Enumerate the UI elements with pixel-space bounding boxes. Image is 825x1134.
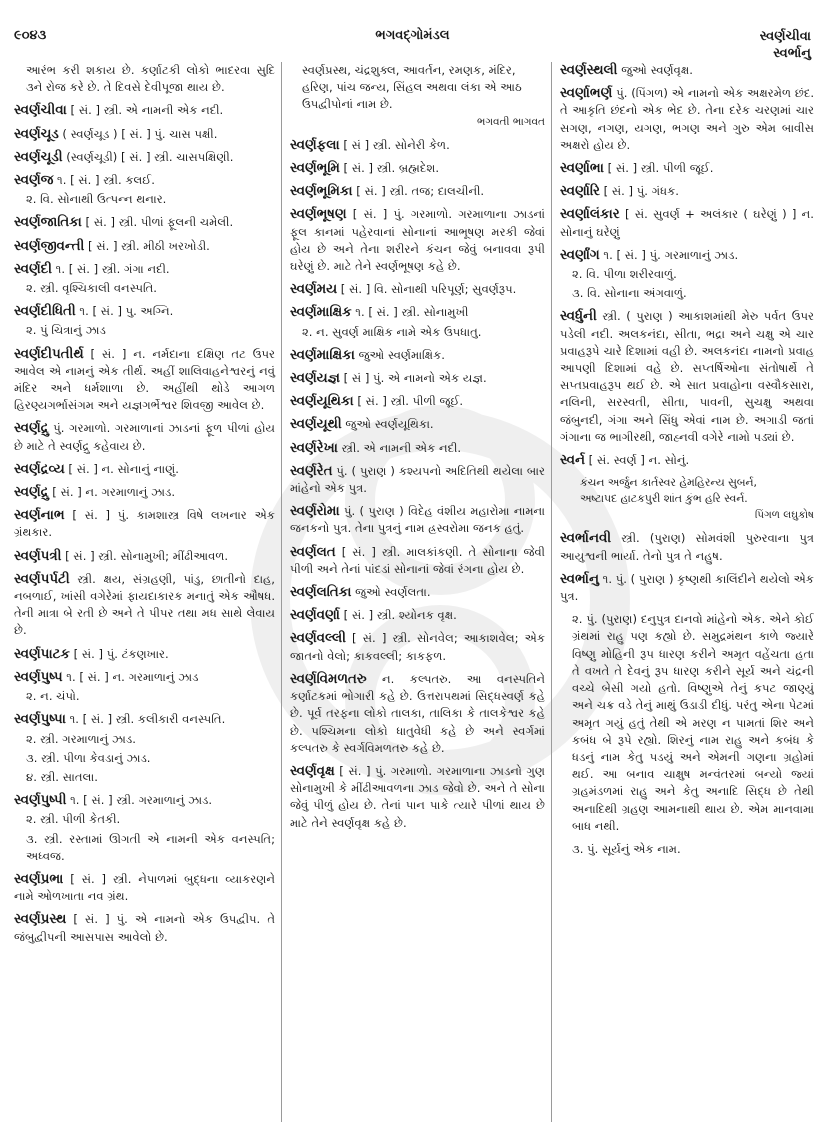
definition: સ્ત્રી. એ નામની એક નદી. (341, 440, 462, 455)
definition: પું. ગરમાળો. ગરમાળાનાં ઝાડનાં ફૂળ પીળાં હોય છે માટે તે સ્વર્ણદ્રુ કહેવાય છે. (14, 421, 276, 453)
dictionary-entry (290, 630, 545, 664)
headword: સ્વર્ણપાટક (14, 646, 70, 662)
definition: [ સં. ] સ્ત્રી. માલકાંકણી. તે સોનાના જેવી પીળી અને તેનાં પાંદડાં સોનાનાં જેવાં રંગના હોય છે. (290, 544, 545, 576)
definition: [ સં. ] પું. ગંધક. (603, 184, 679, 199)
headword: સ્વર્ણલત (290, 544, 336, 560)
dictionary-entry (14, 149, 275, 166)
headword: સ્વર્ણભૂષણ (290, 207, 347, 223)
headword: સ્વર્ણરેખા (290, 440, 338, 456)
definition: ન. કલ્પતરુ. આ વનસ્પતિને કર્ણાટકમાં ભોગારી કહે છે. ઉત્તરાપથમાં સિદ્ધસ્વર્ણ કહે છે. પૂર્વ તરફના લોકો તાલકા, તાલિકા કે તાલકેશ્વર કહે છે. પશ્ચિમના લોકો ધાતુવેધી કહે છે અને સ્વર્ગમાં કલ્પતરુ કે સ્વર્ગવિમળતરુ કહે છે. (290, 671, 546, 755)
headword: સ્વર્ણદ્રુ (14, 485, 49, 501)
definition: જુઓ સ્વર્ણલતા. (355, 585, 431, 600)
entry-sense: ૨. ન. ચંપો. (26, 689, 80, 704)
definition: [ સં ] પું. એ નામનો એક યજ્ઞ. (343, 371, 487, 386)
dictionary-entry (290, 607, 545, 624)
dictionary-entry (14, 484, 275, 501)
page-header (0, 0, 825, 61)
entry-sense: ૩. પું. સૂર્યનું એક નામ. (572, 841, 681, 856)
dictionary-entry (290, 347, 545, 364)
definition: જુઓ સ્વર્ણયૂથિકા. (345, 417, 434, 432)
dictionary-entry (290, 137, 545, 154)
headword: સ્વર્ણભૂમિકા (290, 184, 353, 200)
dictionary-entry (14, 669, 275, 705)
entry-sense: ૨. પું. (પુરાણ) દનુપુત્ર દાનવો માંહેનો એક. એને કોઈ ગ્રંથમાં રાહુ પણ કહ્યો છે. સમુદ્રમંથન કાળે જ્યારે વિષ્ણુ મોહિની રૂપ ધારણ કરીને અમૃત વહેંચતા હતા તે વખતે તે દેવનું રૂપ ધારણ કરીને સૂર્ય અને ચંદ્રની વચ્ચે બેસી ગયો હતો. વિષ્ણુએ તેનું કપટ જાણ્યું અને ચક્ર વડે તેનું માથું ઉડાડી દીધું. પરંતુ એના પેટમાં અમૃત ગયું હતું તેથી એ મરણ ન પામતાં શિર અને કબંધ બે રૂપે રહ્યો. શિરનું નામ રાહુ અને કબંધ કે ધડનું નામ કેતુ પડયું અને એમની ગણના ગ્રહોમાં થઈ. આ બનાવ ચાક્ષુષ મન્વંતરમાં બન્યો જ્યાં ગ્રહમંડળમાં રાહુ અને કેતુ અનાદિ સિદ્ધ છે તેથી અનાદિથી ગ્રહણ આમનાથી થાય છે. એમ માનવામા બાધ નથી. (572, 612, 814, 833)
headword: સ્વર્ણવૃક્ષ (290, 763, 335, 779)
headword: સ્વર્ણાંગ (560, 247, 600, 263)
entry-sense: ૨. સ્ત્રી. વૃશ્ચિકાલી વનસ્પતિ. (26, 281, 157, 296)
dictionary-entry (560, 571, 814, 605)
dictionary-entry (290, 206, 545, 275)
dictionary-entry (560, 530, 814, 564)
definition: જુઓ સ્વર્ણવૃક્ષ. (621, 63, 693, 77)
definition: [ સં ] સ્ત્રી. સોનેરી કેળ. (343, 137, 450, 152)
definition: ૧. [ સં. ] સ્ત્રી. કલઈ. (57, 173, 155, 188)
headword: સ્વર્ણારિ (560, 184, 600, 200)
headword: સ્વર્ણમાક્ષિકા (290, 347, 355, 363)
dictionary-entry (560, 206, 814, 240)
headword: સ્વર્ણચૂડી (14, 149, 63, 165)
dictionary-entry (290, 370, 545, 387)
headword: સ્વર્ણફલા (290, 137, 340, 153)
dictionary-entry (560, 308, 814, 446)
dictionary-entry (14, 102, 275, 119)
dictionary-entry (14, 871, 275, 905)
headword: સ્વર્ણરેત (290, 463, 333, 479)
headword: સ્વર્ણપુષ્પ (14, 669, 63, 685)
definition: પું. ( પુરાણ ) કશ્યપનો અદિતિથી થયેલા બાર માંહેનો એક પુત્ર. (290, 463, 545, 496)
headword: સ્વર્ણજાતિકા (14, 215, 82, 231)
column-2 (281, 62, 551, 1122)
guide-words (760, 28, 811, 62)
definition: [ સં. ] સ્ત્રી. તજ; દાલચીની. (356, 184, 485, 199)
headword: સ્વર્ણમય (290, 282, 338, 298)
dictionary-entry (14, 346, 275, 415)
definition: ૧. [ સં. ] સ્ત્રી. ગરમાળાનું ઝાડ. (70, 793, 213, 808)
headword: સ્વર્ણરોમા (290, 504, 340, 520)
dictionary-entry (14, 792, 275, 865)
entry-list (560, 530, 814, 605)
headword: સ્વર્ણયૂથી (290, 417, 342, 433)
headword: સ્વર્ભાનવી (560, 531, 612, 547)
definition: (સ્વર્ણચૂડી) [ સં. ] સ્ત્રી. ચાસપક્ષિણી. (66, 149, 234, 164)
definition: [ સં. ] પું. ગરમાળો. ગરમાળાના ઝાડનાં ફૂલ કાનમાં પહેરવાનાં સોનાનાં આભૂષણ મરકી જેવાં હોય છે અને તેના શરીરને કંચન જેવું બનાવવા રૂપી ઘરેણું છે. માટે તેને સ્વર્ણભૂષણ કહે છે. (290, 207, 546, 274)
dictionary-entry (14, 238, 275, 255)
column-1 (14, 62, 281, 1122)
definition: ૧. [ સં. ] ન. ગરમાળાનું ઝાડ (66, 669, 199, 684)
dictionary-entry (290, 416, 545, 433)
definition: [ સં. ] ન. નર્મદાના દક્ષિણ તટ ઉપર આવેલ એ નામનું એક તીર્થ. અહીં શાલિવાહનેશ્વરનું નવું મંદિર અને ધર્મશાળા છે. અહીંથી થોડે આગળ હિરણ્યગર્ભાસંગમ અને યજ્ઞગર્ભેશ્વર શિવજી આવેલ છે. (14, 346, 275, 413)
dictionary-entry (560, 160, 814, 177)
headword: સ્વર્ણપ્રસ્થ (14, 912, 67, 928)
headword: સ્વર્ણપત્રી (14, 548, 62, 564)
entry-list (14, 102, 275, 945)
headword: સ્વર્ણપ્રભા (14, 871, 64, 887)
entry-list (560, 62, 814, 469)
headword: સ્વર્ણપુષ્પી (14, 793, 67, 809)
dictionary-entry (560, 247, 814, 303)
entry-sense: ૨. સ્ત્રી. પીળી કેતકી. (26, 812, 121, 827)
dictionary-entry (290, 671, 545, 757)
citation-source: પિંગળ લઘુકોષ (754, 509, 814, 522)
headword: સ્વર્ન (560, 453, 585, 469)
definition: [ સં. ] સ્ત્રી. પીળી જૂઈ. (607, 161, 714, 176)
citation-source: ભગવતી ભાગવત (476, 115, 545, 128)
definition: [ સં. સ્વર્ણ ] ન. સોનું. (588, 453, 690, 468)
verse-line: અષ્ટાપદ હાટકપુરી શાંત કુંભ હરિ સ્વર્ન. (580, 492, 748, 506)
entry-sense: ૨. પું ચિત્રાનું ઝાડ (26, 323, 106, 338)
headword: સ્વર્ણદીપતીર્થ (14, 346, 84, 362)
definition: પું. ( પુરાણ ) વિદેહ વંશીય મહારોમા નામના જનકનો પુત્ર. તેના પુત્રનું નામ હ્રસ્વરોમા જનક હતું. (290, 504, 545, 536)
entry-sense: ૨. વિ. સોનાથી ઉત્પન્ન થનાર. (26, 192, 167, 207)
definition: ( સ્વર્ણચૂડ ) [ સં. ] પું. ચાસ પક્ષી. (62, 126, 218, 141)
verse-line: કંચન અર્જુન કાર્તસ્વર હેમહિરન્ય સુબર્ન, (580, 476, 757, 490)
headword: સ્વર્ણદીધિતી (14, 304, 76, 320)
dictionary-entry (560, 183, 814, 200)
definition: [ સં. સુવર્ણ + અલંકાર ( ઘરેણું ) ] ન. સોનાનું ઘરેણું (560, 207, 814, 239)
headword: સ્વર્ણચીવા (14, 103, 67, 119)
dictionary-entry (290, 183, 545, 200)
definition: [ સં. ] પું. ટંકણખાર. (73, 646, 169, 661)
definition: [ સં. ] સ્ત્રી. નેપાળમાં બુદ્ધના વ્યાકરણને નામે ઓળખાતા નવ ગ્રંથ. (14, 871, 275, 904)
headword: સ્વર્ણવલ્લી (290, 631, 346, 647)
entry-sense: ૨. ન. સુવર્ણ માક્ષિક નામે એક ઉપધાતુ. (302, 324, 482, 339)
dictionary-entry (290, 463, 545, 497)
headword: સ્વર્ણદ્રુ (14, 421, 49, 437)
dictionary-entry (14, 214, 275, 231)
definition: ૧. [ સં. ] સ્ત્રી. ગંગા નદી. (55, 261, 170, 276)
headword: સ્વર્ણયૂથિકા (290, 394, 354, 410)
dictionary-entry (290, 584, 545, 601)
definition: પું. (પિંગળ) એ નામનો એક અક્ષરમેળ છંદ. તે આકૃતિ છંદનો એક ભેદ છે. તેના દરેક ચરણમાં ચાર સગણ, નગણ, યગણ, ભગણ અને ગુરુ એમ બાવીસ અક્ષરો હોય છે. (560, 86, 814, 152)
dictionary-entry (14, 461, 275, 478)
definition: [ સં. ] પું. ગરમાળો. ગરમાળાના ઝાડનો ગુણ સોનામુખી કે મીંઢીઆવળના ઝાડ જેવો છે. અને તે સોના જેવું પીળું હોય છે. તેનાં પાન પાકે ત્યારે પીળાં થાય છે માટે તેને સ્વર્ણવૃક્ષ કહે છે. (290, 763, 545, 830)
definition: [ સં. ] પું. એ નામનો એક ઉપદ્વીપ. તે જંબુદ્વીપની આસપાસ આવેલો છે. (14, 912, 276, 944)
dictionary-entry (290, 304, 545, 340)
dictionary-entry (14, 507, 275, 541)
continuation-text: સ્વર્ણપ્રસ્થ, ચંદ્રશુક્લ, આવર્તન, રમણક, મંદિર, હરિણ, પાંચ જન્ય, સિંહલ અથવા લંકા એ આઠ ઉપદ્વીપોનાં નામ છે. (302, 63, 522, 112)
definition: [ સં. ] પું. કામશાસ્ત્ર વિષે લખનાર એક ગ્રંથકાર. (14, 508, 275, 540)
dictionary-entry (14, 548, 275, 565)
entry-list (290, 137, 545, 832)
definition: ૧. પું. ( પુરાણ ) કૃષ્ણથી કાલિંદીને થયેલો એક પુત્ર. (560, 571, 814, 604)
definition: [ સં. ] સ્ત્રી. એ નામની એક નદી. (70, 103, 224, 118)
headword: સ્વર્ણયજ્ઞ (290, 371, 340, 387)
definition: જુઓ સ્વર્ણમાક્ષિક. (358, 347, 445, 362)
headword: સ્વર્ણજ (14, 173, 54, 189)
headword: સ્વર્ણભૂમિ (290, 161, 340, 177)
dictionary-entry (14, 172, 275, 208)
definition: [ સં. ] સ્ત્રી. મીઠી ખરખોડી. (87, 238, 210, 253)
headword: સ્વર્ણાભા (560, 161, 604, 177)
definition: સ્ત્રી. (પુરાણ) સોમવંશી પુરુરવાના પુત્ર આયુશ્વની ભાર્યા. તેનો પુત્ર તે નહુષ. (560, 531, 814, 563)
definition: [ સં. ] ન. સોનાનું નાણું. (68, 461, 179, 476)
definition: ૧. [ સં. ] પુ. અગ્નિ. (79, 304, 174, 319)
headword: સ્વર્ણમાક્ષિક (290, 305, 352, 321)
definition: [ સં. ] સ્ત્રી. બ્રહ્મદેશ. (343, 161, 439, 176)
dictionary-entry (290, 281, 545, 298)
headword: સ્વર્ણદી (14, 261, 52, 277)
entry-sense: ૪. સ્ત્રી. સાતલા. (26, 769, 98, 784)
dictionary-entry (290, 503, 545, 537)
verse-quote (560, 475, 814, 524)
dictionary-entry (14, 261, 275, 297)
dictionary-entry (290, 544, 545, 578)
headword: સ્વર્ણનાભ (14, 508, 65, 524)
dictionary-entry (290, 160, 545, 177)
headword: સ્વર્ણવિમળતરુ (290, 671, 367, 687)
dictionary-entry (14, 126, 275, 143)
headword: સ્વર્ણદ્રવ્ય (14, 461, 65, 477)
headword: સ્વર્ણપુષ્પા (14, 712, 66, 728)
definition: [ સં. ] વિ. સોનાથી પરિપૂર્ણ; સુવર્ણરૂપ. (340, 282, 517, 297)
column-3 (551, 62, 814, 1122)
headword: સ્વર્ણાલંકાર (560, 207, 620, 223)
headword: સ્વર્ણપર્પટી (14, 571, 70, 587)
headword: સ્વર્ણસ્થલી (560, 63, 618, 78)
headword: સ્વર્ણજીવન્તી (14, 238, 85, 254)
definition: ૧. [ સં. ] સ્ત્રી. સોનામુખી (355, 305, 469, 320)
headword: સ્વર્ધુની (560, 309, 597, 325)
headword: સ્વર્ણલતિકા (290, 585, 352, 601)
definition: [ સં. ] સ્ત્રી. પીળી જૂઈ. (357, 394, 464, 409)
definition: ૧. [ સં. ] સ્ત્રી. કલીકારી વનસ્પતિ. (69, 712, 226, 727)
entry-sense: ૩. વિ. સોનાના અંગવાળું. (572, 286, 687, 301)
dictionary-entry (560, 62, 814, 79)
dictionary-entry (560, 85, 814, 154)
page-number: ૯૦૪૩ (14, 28, 47, 43)
dictionary-entry (14, 303, 275, 339)
dictionary-entry (14, 571, 275, 640)
guide-word-first: સ્વર્ણચીવા (759, 29, 811, 44)
definition: [ સં. ] ન. ગરમાળાનું ઝાડ. (52, 485, 176, 500)
guide-word-last: સ્વર્ભાનુ (773, 46, 811, 61)
dictionary-entry (560, 452, 814, 469)
definition: [ સં. ] સ્ત્રી. શ્યોનક વૃક્ષ. (343, 608, 457, 623)
definition: સ્ત્રી. ( પુરાણ ) આકાશમાંથી મેરુ પર્વત ઉપર પડેલી નદી. અલકનંદા, સીતા, ભદ્રા અને ચક્ષુ એ ચાર પ્રવાહરૂપે ચારે દિશામાં વહી છે. અલકનંદા નામનો પ્રવાહ આપણી દિશામાં વહે છે. સપ્તર્ષિઓના સંતોષાર્થે તે સપ્તપ્રવાહરૂપ થઈ છે. એ સાત પ્રવાહોના વસ્વૌકસારા, નલિની, સરસ્વતી, સીતા, પાવની, સુચક્ષુ અથવા જંબુનદી, ગંગા અને સિંધુ એવાં નામ છે. અગાડી જતાં ગંગાના જ ભાગીરથી, જાહ્નવી વગેરે નામો પડ્યાં છે. (560, 309, 814, 444)
dictionary-columns (14, 62, 814, 1122)
dictionary-entry (14, 420, 275, 454)
headword: સ્વર્ભાનુ (560, 571, 599, 587)
dictionary-entry (14, 711, 275, 786)
entry-sense: ૩. સ્ત્રી. પીળા કેવડાનું ઝાડ. (26, 750, 151, 765)
headword: સ્વર્ણચૂડ (14, 126, 59, 142)
dictionary-entry (290, 440, 545, 457)
definition: સ્ત્રી. ક્ષય, સંગ્રહણી, પાંડુ, છાતીનો દાહ, નબળાઈ, ખાંસી વગેરેમાં ફાયદાકારક મનાતું એક ઔષધ. તેની માત્રા બે રતી છે અને તે પીપર તથા મધ સાથે લેવાય છે. (14, 571, 275, 638)
dictionary-entry (14, 646, 275, 663)
headword: સ્વર્ણવર્ણા (290, 608, 340, 624)
running-title: ભગવદ્ગોમંડલ (375, 28, 450, 43)
dictionary-entry (14, 911, 275, 945)
entry-sense: ૨. સ્ત્રી. ગરમાળાનું ઝાડ. (26, 731, 136, 746)
definition: ૧. [ સં. ] પું. ગરમાળાનું ઝાડ. (603, 247, 739, 262)
definition: [ સં. ] સ્ત્રી. સોનામુખી; મીંઢીઆવળ. (65, 548, 229, 563)
dictionary-entry (290, 393, 545, 410)
entry-sense: ૨. વિ. પીળા શરીરવાળું. (572, 267, 677, 282)
definition: [ સં. ] સ્ત્રી. પીળાં ફૂલની ચમેલી. (85, 215, 234, 230)
definition: [ સં. ] સ્ત્રી. સોનવેલ; આકાશવેલ; એક જાતનો વેલો; કાકવલ્લી; કાકફળ. (290, 631, 546, 663)
headword: સ્વર્ણાભર્ણ (560, 86, 613, 102)
entry-sense: ૩. સ્ત્રી. રસ્તામાં ઊગતી એ નામની એક વનસ્પતિ; અધ્વજ. (26, 831, 275, 863)
dictionary-entry (290, 763, 545, 832)
continuation-text: આરંભ કરી શકાય છે. કર્ણાટકી લોકો ભાદરવા સુદિ ૩ને રોજ કરે છે. તે દિવસે દેવીપૂજા થાય છે. (26, 63, 275, 95)
